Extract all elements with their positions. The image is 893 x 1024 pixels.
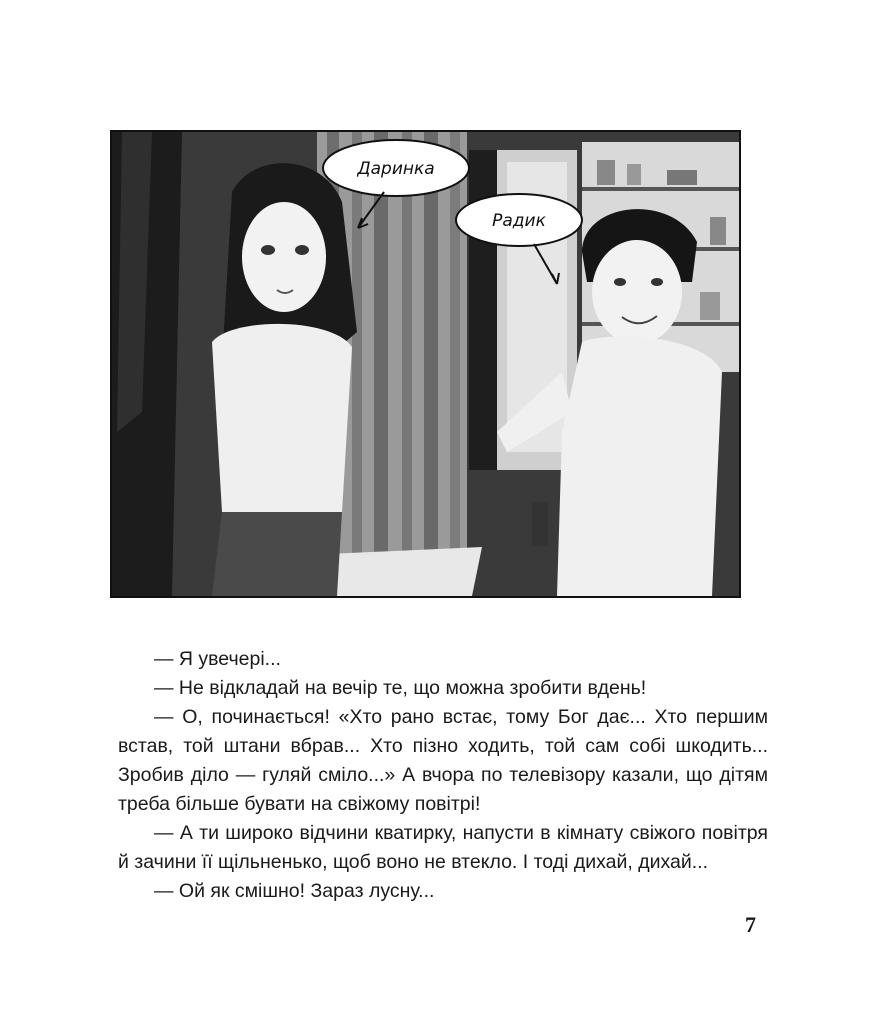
dialogue-line: — Не відкладай на вечір те, що можна зробити вдень! (154, 677, 647, 699)
dialogue-text (118, 645, 768, 906)
dialogue-line: — А ти широко відчини кватирку, напусти в кімнату свіжого повітря й зачини її щільненько, щоб воно не втекло. І тоді дихай, дихай... (118, 822, 768, 873)
label-radyk-text: Радик (492, 211, 546, 231)
dialogue-line: — Я увечері... (154, 648, 281, 670)
page-number: 7 (745, 912, 756, 937)
girl-figure (212, 163, 357, 596)
label-darynka-text: Даринка (357, 159, 435, 179)
dialogue-line: — О, починається! «Хто рано встає, тому Бог дає... Хто першим встав, той штани вбрав... Хто пізно ходить, той сам собі шкодить... Зробив діло — гуляй сміло...» А вчора по телевізору казали, що дітям треба більше бувати на свіжому повітрі! (118, 706, 768, 815)
comic-illustration (110, 130, 741, 598)
dialogue-line: — Ой як смішно! Зараз лусну... (154, 880, 435, 902)
comic-scene (112, 132, 739, 596)
